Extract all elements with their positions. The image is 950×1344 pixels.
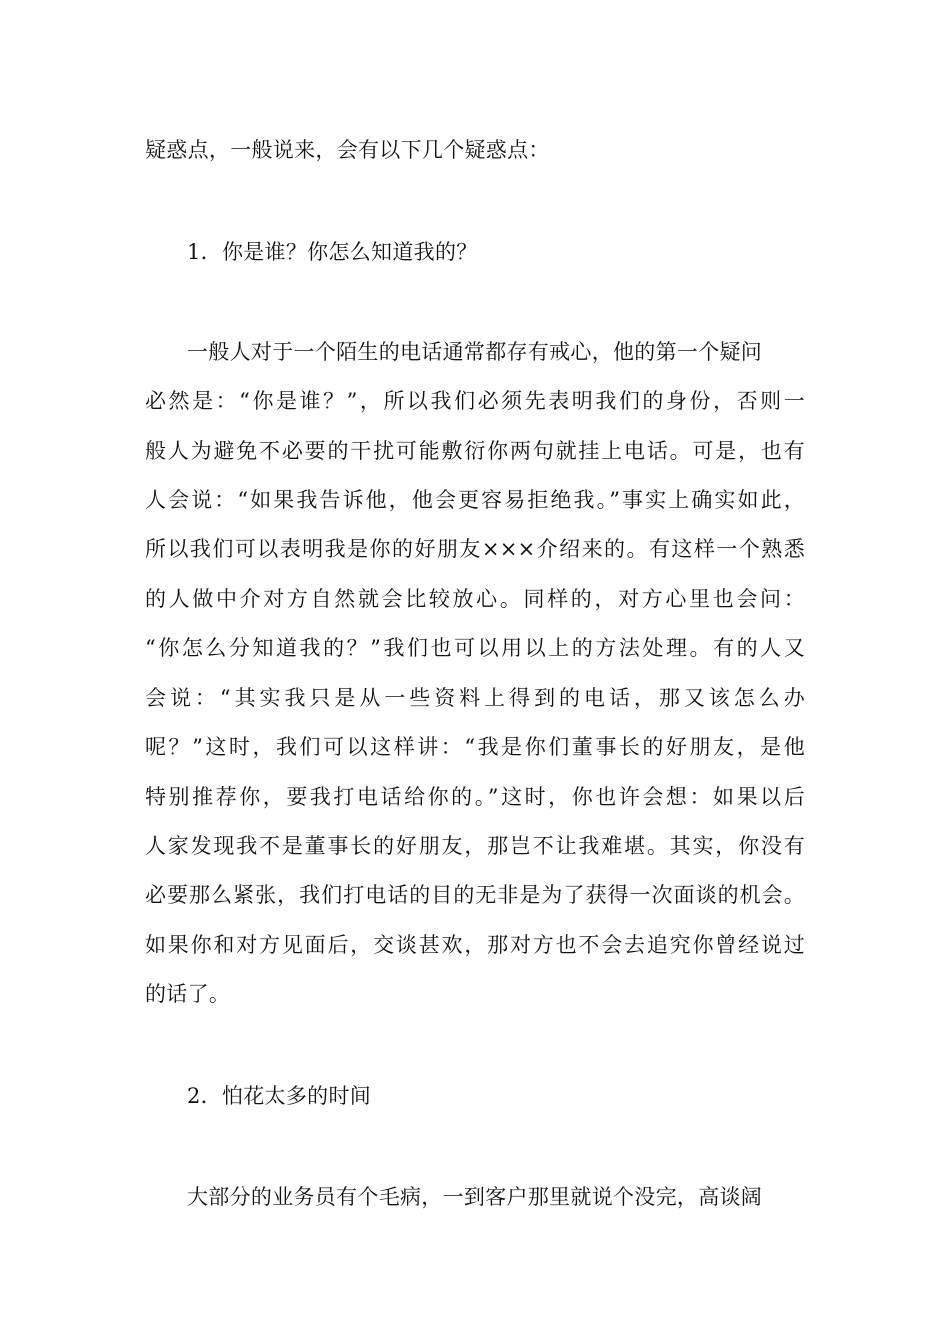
section-heading-2: 2．怕花太多的时间 bbox=[187, 1084, 372, 1108]
paragraph-line: 人家发现我不是董事长的好朋友，那岂不让我难堪。其实，你没有 bbox=[145, 834, 805, 858]
paragraph-line: 必要那么紧张，我们打电话的目的无非是为了获得一次面谈的机会。 bbox=[145, 883, 805, 907]
paragraph-line: 如果你和对方见面后，交谈甚欢，那对方也不会去追究你曾经说过 bbox=[145, 933, 805, 957]
intro-line: 疑惑点，一般说来，会有以下几个疑惑点： bbox=[145, 138, 550, 162]
paragraph-line: 所以我们可以表明我是你的好朋友×××介绍来的。有这样一个熟悉 bbox=[145, 537, 805, 561]
paragraph-line: 必然是：“你是谁？”，所以我们必须先表明我们的身份，否则一 bbox=[145, 389, 805, 413]
paragraph-line: 一般人对于一个陌生的电话通常都存有戒心，他的第一个疑问 bbox=[187, 340, 763, 364]
paragraph-line: “你怎么分知道我的？”我们也可以用以上的方法处理。有的人又 bbox=[145, 636, 805, 660]
section-heading-1: 1．你是谁？你怎么知道我的？ bbox=[187, 240, 478, 264]
paragraph-line: 特别推荐你，要我打电话给你的。”这时，你也许会想：如果以后 bbox=[145, 785, 805, 809]
paragraph-line: 人会说：“如果我告诉他，他会更容易拒绝我。”事实上确实如此， bbox=[145, 488, 805, 512]
paragraph-line: 的话了。 bbox=[145, 982, 231, 1006]
paragraph-line: 呢？”这时，我们可以这样讲：“我是你们董事长的好朋友，是他 bbox=[145, 735, 805, 759]
paragraph-line: 会说：“其实我只是从一些资料上得到的电话，那又该怎么办 bbox=[145, 686, 805, 710]
paragraph-line: 般人为避免不必要的干扰可能敷衍你两句就挂上电话。可是，也有 bbox=[145, 439, 805, 463]
paragraph-line: 大部分的业务员有个毛病，一到客户那里就说个没完，高谈阔 bbox=[187, 1185, 763, 1209]
paragraph-line: 的人做中介对方自然就会比较放心。同样的，对方心里也会问： bbox=[145, 587, 805, 611]
